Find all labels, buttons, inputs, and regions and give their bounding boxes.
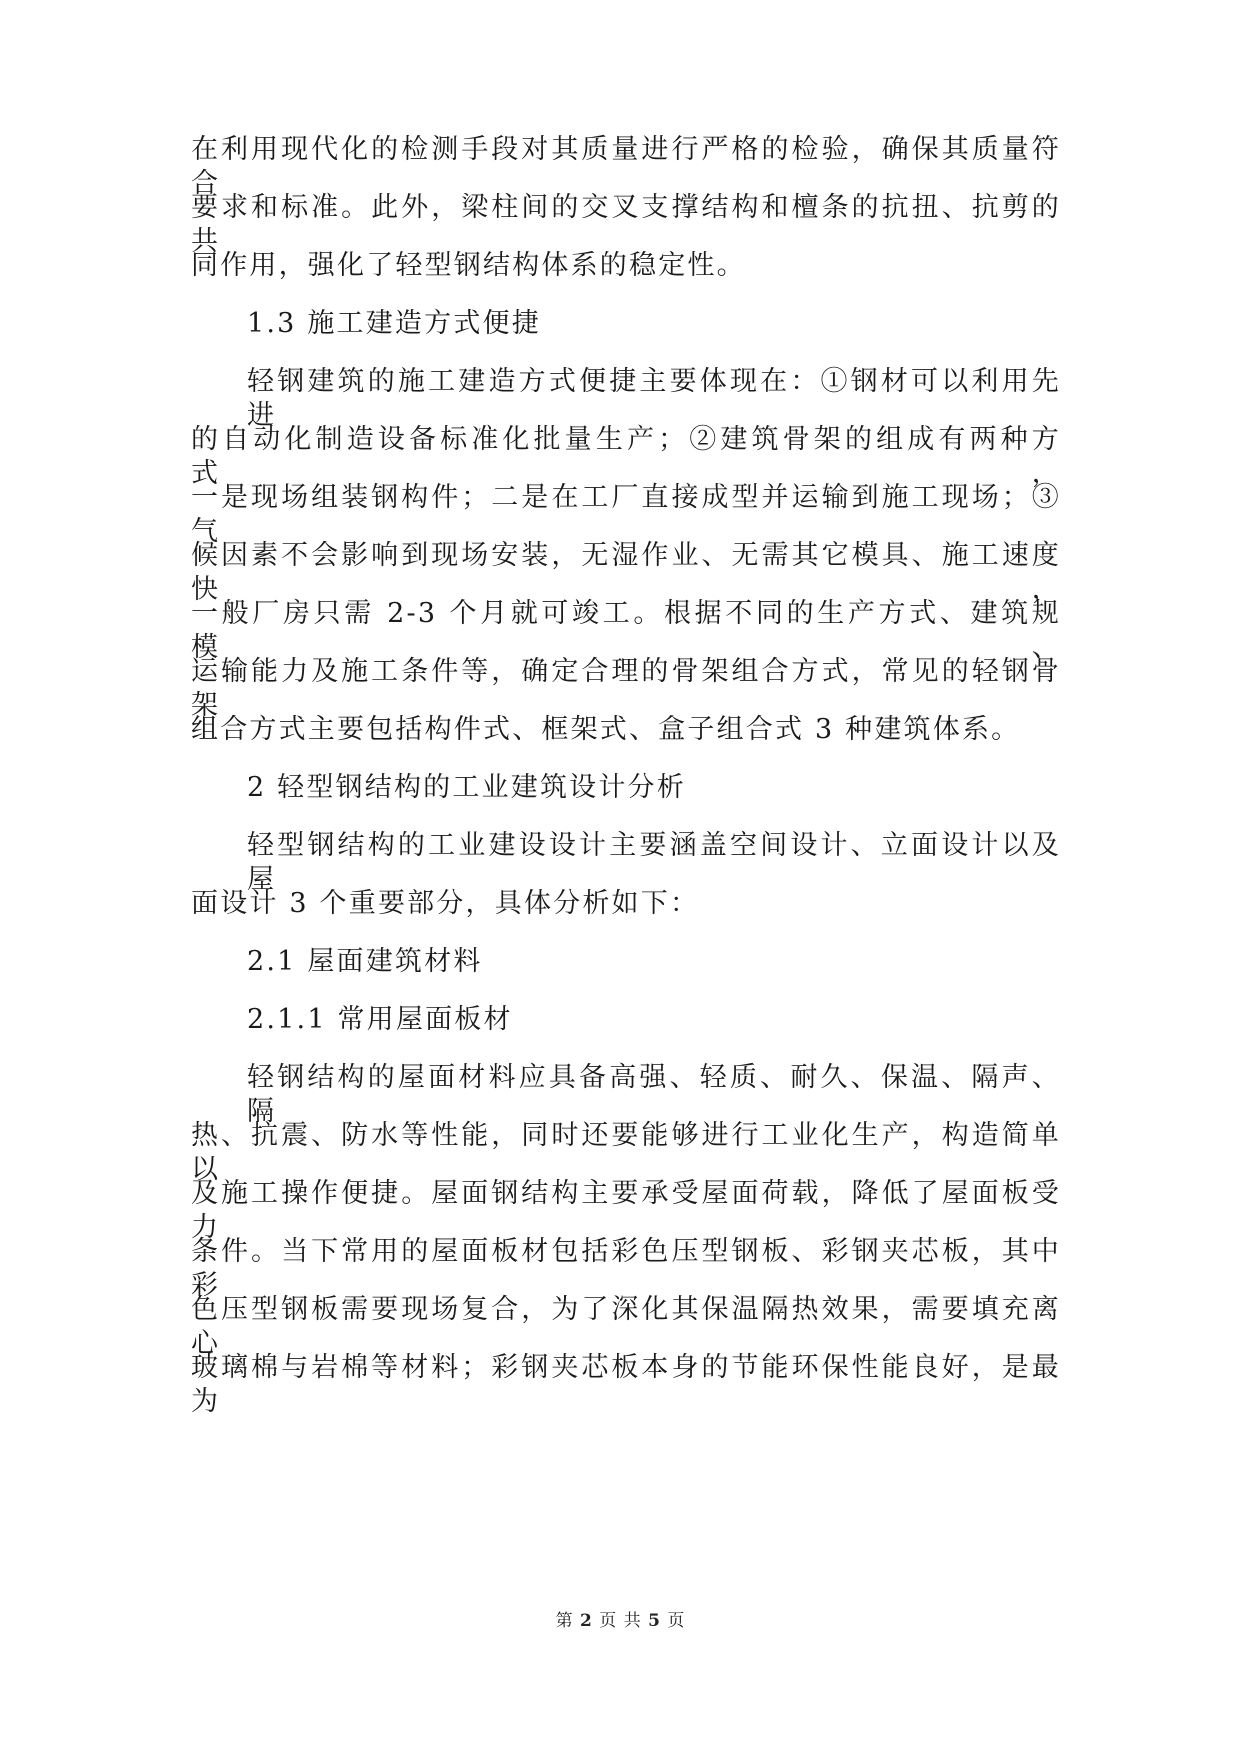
text-line: 同作用，强化了轻型钢结构体系的稳定性。 (191, 250, 746, 281)
text-line: 色压型钢板需要现场复合，为了深化其保温隔热效果，需要填充离心 (191, 1294, 1061, 1359)
footer-prefix: 第 (555, 1611, 574, 1631)
text-line: 候因素不会影响到现场安装，无湿作业、无需其它模具、施工速度快， (191, 540, 1061, 605)
text-line: 要求和标准。此外，梁柱间的交叉支撑结构和檀条的抗扭、抗剪的共 (191, 192, 1061, 257)
section-heading: 2.1 屋面建筑材料 (247, 946, 483, 977)
current-page-number: 2 (580, 1611, 593, 1631)
text-line: 轻型钢结构的工业建设设计主要涵盖空间设计、立面设计以及屋 (247, 830, 1061, 895)
text-line: 条件。当下常用的屋面板材包括彩色压型钢板、彩钢夹芯板，其中彩 (191, 1236, 1061, 1301)
section-heading: 2 轻型钢结构的工业建筑设计分析 (247, 772, 686, 803)
text-line: 的自动化制造设备标准化批量生产；②建筑骨架的组成有两种方式， (191, 424, 1061, 489)
text-line: 轻钢结构的屋面材料应具备高强、轻质、耐久、保温、隔声、隔 (247, 1062, 1061, 1127)
section-heading: 2.1.1 常用屋面板材 (247, 1004, 513, 1035)
text-line: 运输能力及施工条件等，确定合理的骨架组合方式，常见的轻钢骨架 (191, 656, 1061, 721)
text-line: 及施工操作便捷。屋面钢结构主要承受屋面荷载，降低了屋面板受力 (191, 1178, 1061, 1243)
text-line: 组合方式主要包括构件式、框架式、盒子组合式 3 种建筑体系。 (191, 714, 1021, 745)
total-pages-number: 5 (648, 1611, 661, 1631)
text-line: 玻璃棉与岩棉等材料；彩钢夹芯板本身的节能环保性能良好，是最为 (191, 1352, 1061, 1417)
footer-suffix: 页 (667, 1611, 686, 1631)
page-footer (0, 1606, 1241, 1631)
text-line: 面设计 3 个重要部分，具体分析如下： (191, 888, 700, 919)
footer-middle: 页 共 (599, 1611, 642, 1631)
text-line: 一般厂房只需 2-3 个月就可竣工。根据不同的生产方式、建筑规模、 (191, 598, 1061, 663)
text-line: 在利用现代化的检测手段对其质量进行严格的检验，确保其质量符合 (191, 134, 1061, 199)
text-line: 轻钢建筑的施工建造方式便捷主要体现在：①钢材可以利用先进 (247, 366, 1061, 431)
text-line: 热、抗震、防水等性能，同时还要能够进行工业化生产，构造简单以 (191, 1120, 1061, 1185)
text-line: 一是现场组装钢构件；二是在工厂直接成型并运输到施工现场；③气 (191, 482, 1061, 547)
section-heading: 1.3 施工建造方式便捷 (247, 308, 541, 339)
